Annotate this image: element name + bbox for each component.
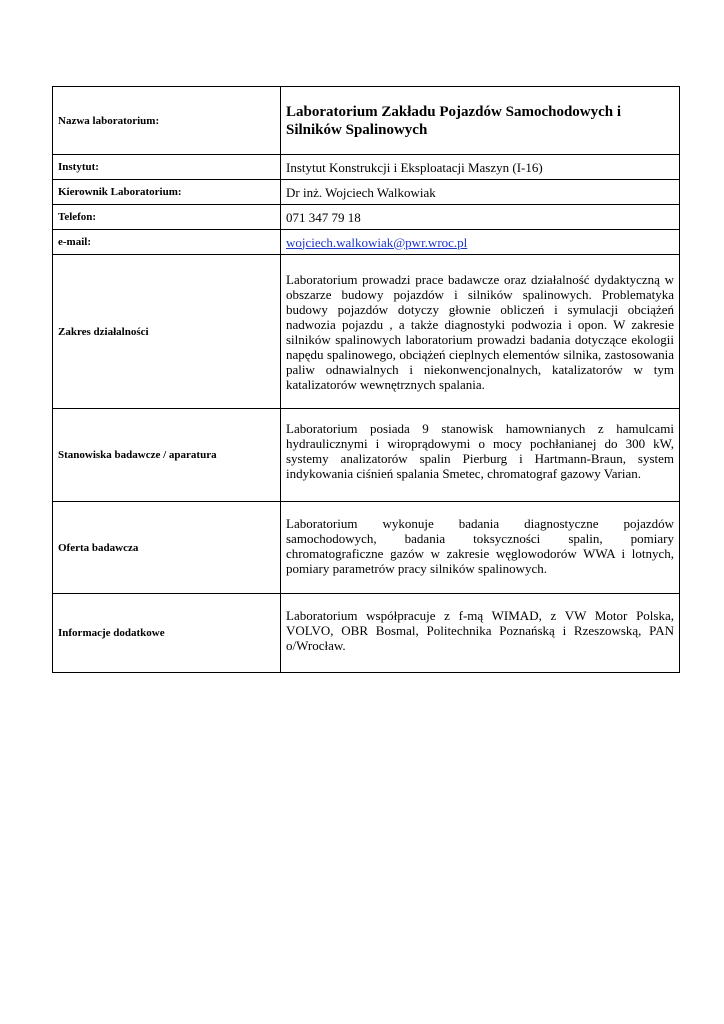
label-institute: Instytut: [53,155,281,180]
email-link[interactable]: wojciech.walkowiak@pwr.wroc.pl [286,234,468,250]
label-phone: Telefon: [53,205,281,230]
label-email: e-mail: [53,230,281,255]
label-head: Kierownik Laboratorium: [53,180,281,205]
label-offer: Oferta badawcza [53,502,281,594]
institute-value: Instytut Konstrukcji i Eksploatacji Maszyn (I-16) [281,155,680,180]
row-head [53,180,680,205]
label-name: Nazwa laboratorium: [53,87,281,155]
head-value: Dr inż. Wojciech Walkowiak [281,180,680,205]
laboratory-info-table [52,86,680,673]
phone-value: 071 347 79 18 [281,205,680,230]
row-email [53,230,680,255]
label-scope: Zakres działalności [53,255,281,409]
lab-name-value: Laboratorium Zakładu Pojazdów Samochodowych i Silników Spalinowych [281,87,680,155]
label-info: Informacje dodatkowe [53,594,281,673]
row-phone [53,205,680,230]
info-value: Laboratorium współpracuje z f-mą WIMAD, z VW Motor Polska, VOLVO, OBR Bosmal, Politechnika Poznańską i Rzeszowską, PAN o/Wrocław. [281,594,680,673]
label-stands: Stanowiska badawcze / aparatura [53,409,281,502]
scope-value: Laboratorium prowadzi prace badawcze oraz działalność dydaktyczną w obszarze budowy pojazdów i silników spalinowych. Problematyka budowy pojazdów dotyczy głownie obliczeń i symulacji obciążeń nadwozia pojazdu , a także diagnostyki podwozia i opon. W zakresie silników spalinowych laboratorium prowadzi badania dotyczące ekologii napędu spalinowego, obciążeń cieplnych elementów silnika, zastosowania paliw odnawialnych i niekonwencjonalnych, katalizatorów w tym katalizatorów wewnętrznych spalania. [281,255,680,409]
email-cell [281,230,680,255]
row-name [53,87,680,155]
offer-value: Laboratorium wykonuje badania diagnostyczne pojazdów samochodowych, badania toksyczności spalin, pomiary chromatograficzne gazów w zakresie węglowodorów WWA i lotnych, pomiary parametrów pracy silników spalinowych. [281,502,680,594]
row-offer [53,502,680,594]
stands-value: Laboratorium posiada 9 stanowisk hamownianych z hamulcami hydraulicznymi i wiroprądowymi o mocy pochłanianej do 300 kW, systemy analizatorów spalin Pierburg i Hartmann-Braun, system indykowania ciśnień spalania Smetec, chromatograf gazowy Varian. [281,409,680,502]
row-stands [53,409,680,502]
row-info [53,594,680,673]
row-institute [53,155,680,180]
row-scope [53,255,680,409]
